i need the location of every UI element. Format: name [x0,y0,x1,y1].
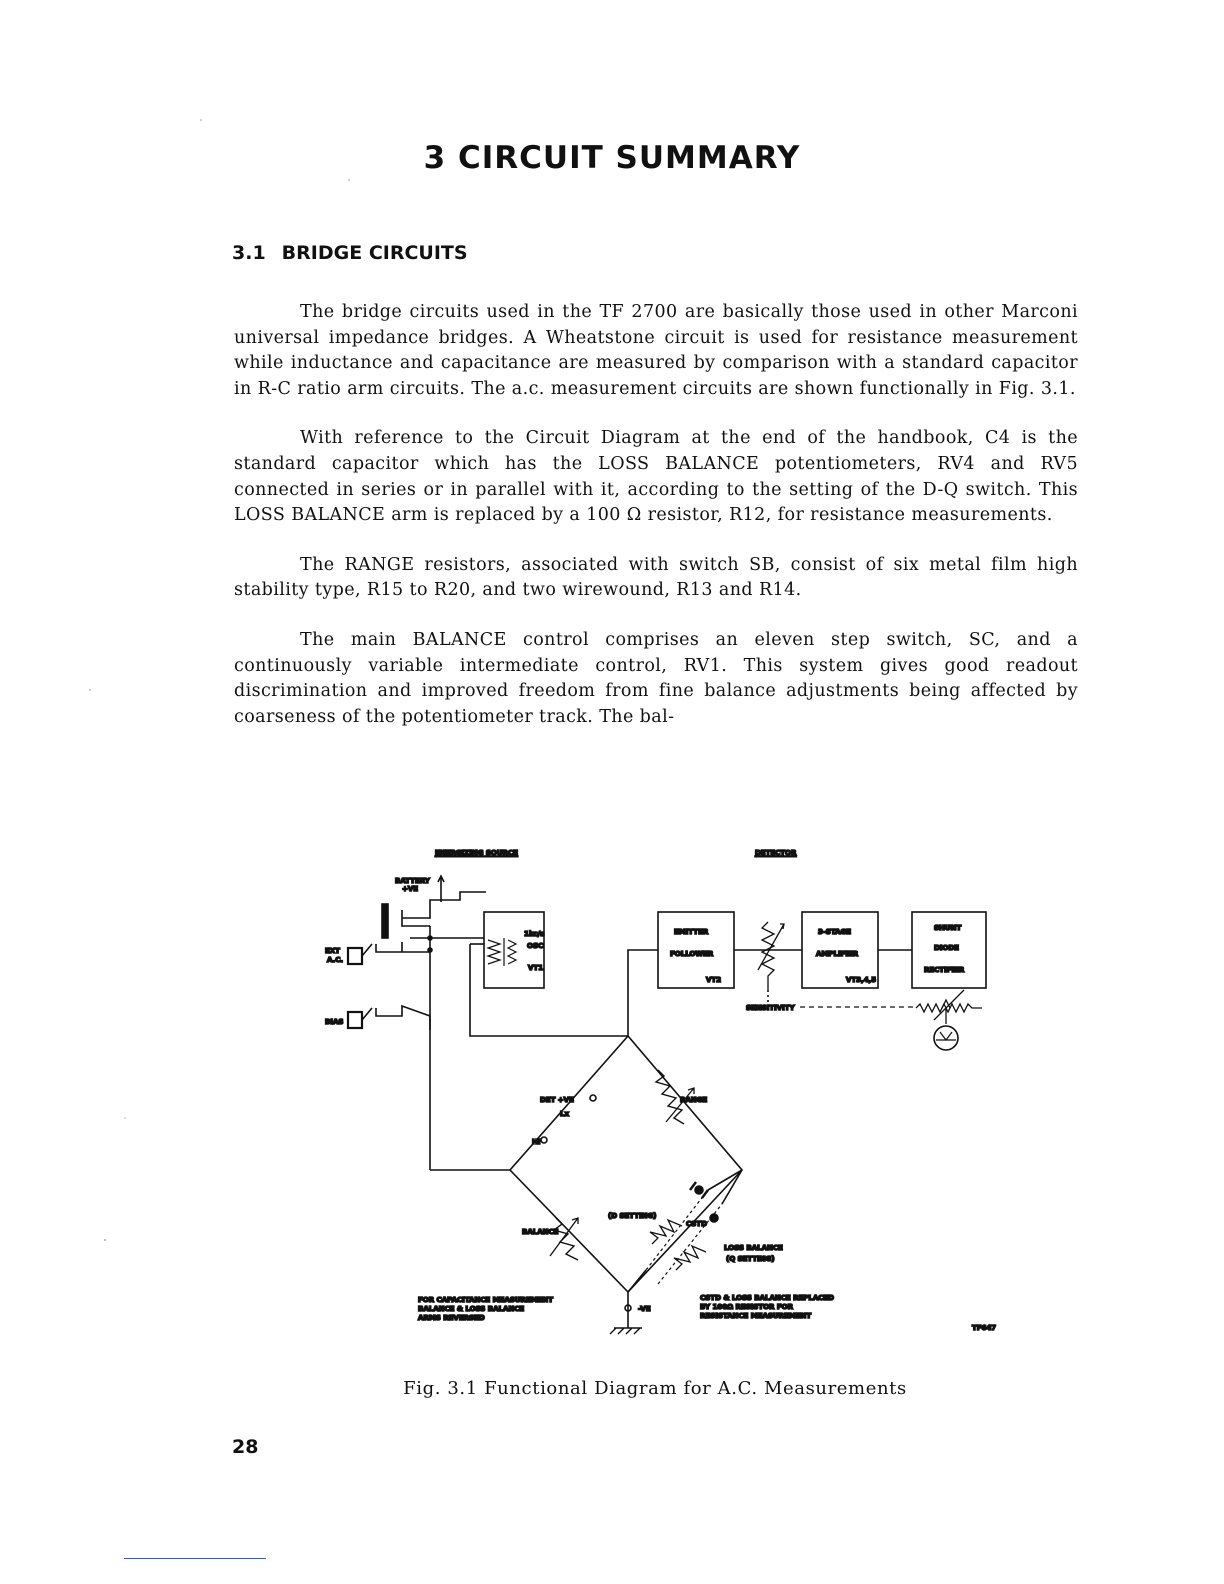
label-bias: BIAS [325,1018,344,1026]
label-amplifier: AMPLIFIER [816,950,859,958]
label-shunt: SHUNT [934,924,962,932]
range-arrow-icon [666,1088,694,1122]
meter-link [942,1000,950,1024]
hi-terminal-icon [541,1137,547,1143]
label-ac: A.C. [327,956,344,964]
label-minus-ve: -VE [638,1305,651,1313]
figure-reference: TF647 [972,1324,997,1332]
sensitivity-pot-icon [762,922,774,990]
paragraph-bridge-intro: The bridge circuits used in the TF 2700 are basically those used in other Marconi universal impedance bridges. A Wheatstone circuit is used for resistance measurement while inductance and capacitance are measured by comparison with a standard capacitor in R-C ratio arm circuits. The a.c. measurement circuits are shown functionally in Fig. 3.1. [234,302,1078,399]
balance-resistor-icon [554,1218,578,1260]
label-battery-polarity: +VE [402,885,419,893]
label-cstd: CSTD [686,1220,707,1228]
paragraph-balance-control: The main BALANCE control comprises an eleven step switch, SC, and a continuously variable intermediate control, RV1. This system gives good readout discrimination and improved freedom from fine balance adjustments being affected by coarseness of the potentiometer track. The bal- [234,629,1078,727]
section-heading [232,242,468,264]
note-left-line-3: ARMS REVERSED [418,1314,485,1322]
label-ext: EXT [325,947,340,955]
label-vt345: VT3,4,5 [846,976,877,984]
note-right-line-2: BY 100Ω RESISTOR FOR [700,1303,793,1311]
transformer-secondary-icon [508,940,516,964]
label-osc-freq: 1kc/s [524,930,545,938]
label-osc: OSC [527,942,544,950]
note-right-line-3: RESISTANCE MEASUREMENT [700,1312,812,1320]
bridge-to-detector-line [628,950,658,1036]
label-det-ve: DET +VE [540,1096,574,1104]
loss-balance-q-resistor-icon [674,1246,706,1270]
note-left-line-1: FOR CAPACITANCE MEASUREMENT [418,1296,554,1304]
label-balance: BALANCE [522,1228,559,1236]
note-left-line-2: BALANCE & LOSS BALANCE [418,1305,525,1313]
det-terminal-icon [590,1095,596,1101]
functional-diagram [310,840,1030,1340]
label-range: RANGE [680,1096,708,1104]
paragraph-standard-capacitor: With reference to the Circuit Diagram at the end of the handbook, C4 is the standard capacitor which has the LOSS BALANCE potentiometers, RV4 and RV5 connected in series or in parallel with it, according to the setting of the D-Q switch. This LOSS BALANCE arm is replaced by a 100 Ω resistor, R12, for resistance measurements. [234,428,1078,526]
label-detector: DETECTOR [755,849,797,857]
label-rectifier: RECTIFIER [924,966,965,974]
ext-ac-switch [362,942,430,956]
label-battery: BATTERY [395,877,430,885]
bridge-diamond [510,1036,742,1292]
label-sensitivity: SENSITIVITY [746,1004,795,1012]
label-loss-balance: LOSS BALANCE [724,1244,783,1252]
label-follower: FOLLOWER [670,950,714,958]
label-q-setting: (Q SETTING) [726,1255,775,1263]
switch-block [382,904,388,938]
label-vt2: VT2 [706,976,722,984]
label-lx: Lx [560,1110,569,1118]
sensitivity-arrow-icon [758,924,784,970]
bias-switch [362,1006,430,1020]
battery-feed [402,892,486,918]
section-title: BRIDGE CIRCUITS [281,242,468,264]
section-number: 3.1 [232,242,266,264]
ext-ac-jack-icon [348,948,362,964]
label-d-setting: (D SETTING) [608,1212,657,1220]
label-emitter: EMITTER [674,928,709,936]
label-energizing-source: ENERGIZING SOURCE [435,849,518,857]
cstd-junction [695,1186,703,1194]
transformer-winding-icon [488,940,500,964]
chapter-title: 3 CIRCUIT SUMMARY [423,140,801,176]
page-number: 28 [232,1436,259,1458]
bias-jack-icon [348,1012,362,1028]
label-diode: DIODE [934,944,959,952]
meter-needle-icon [936,1032,956,1040]
label-three-stage: 3-STAGE [818,928,851,936]
label-vt1: VT1 [528,964,544,972]
ground-icon [610,1328,642,1334]
note-right-line-1: CSTD & LOSS BALANCE REPLACED [700,1294,834,1302]
loss-junction [710,1214,718,1222]
footer-rule [124,1558,266,1559]
meter-icon [934,1026,958,1050]
paragraph-range-resistors: The RANGE resistors, associated with switch SB, consist of six metal film high stability type, R15 to R20, and two wirewound, R13 and R14. [234,554,1078,601]
body-text [234,300,1078,754]
label-hi: HI [532,1138,541,1146]
figure-caption: Fig. 3.1 Functional Diagram for A.C. Measurements [403,1378,907,1399]
